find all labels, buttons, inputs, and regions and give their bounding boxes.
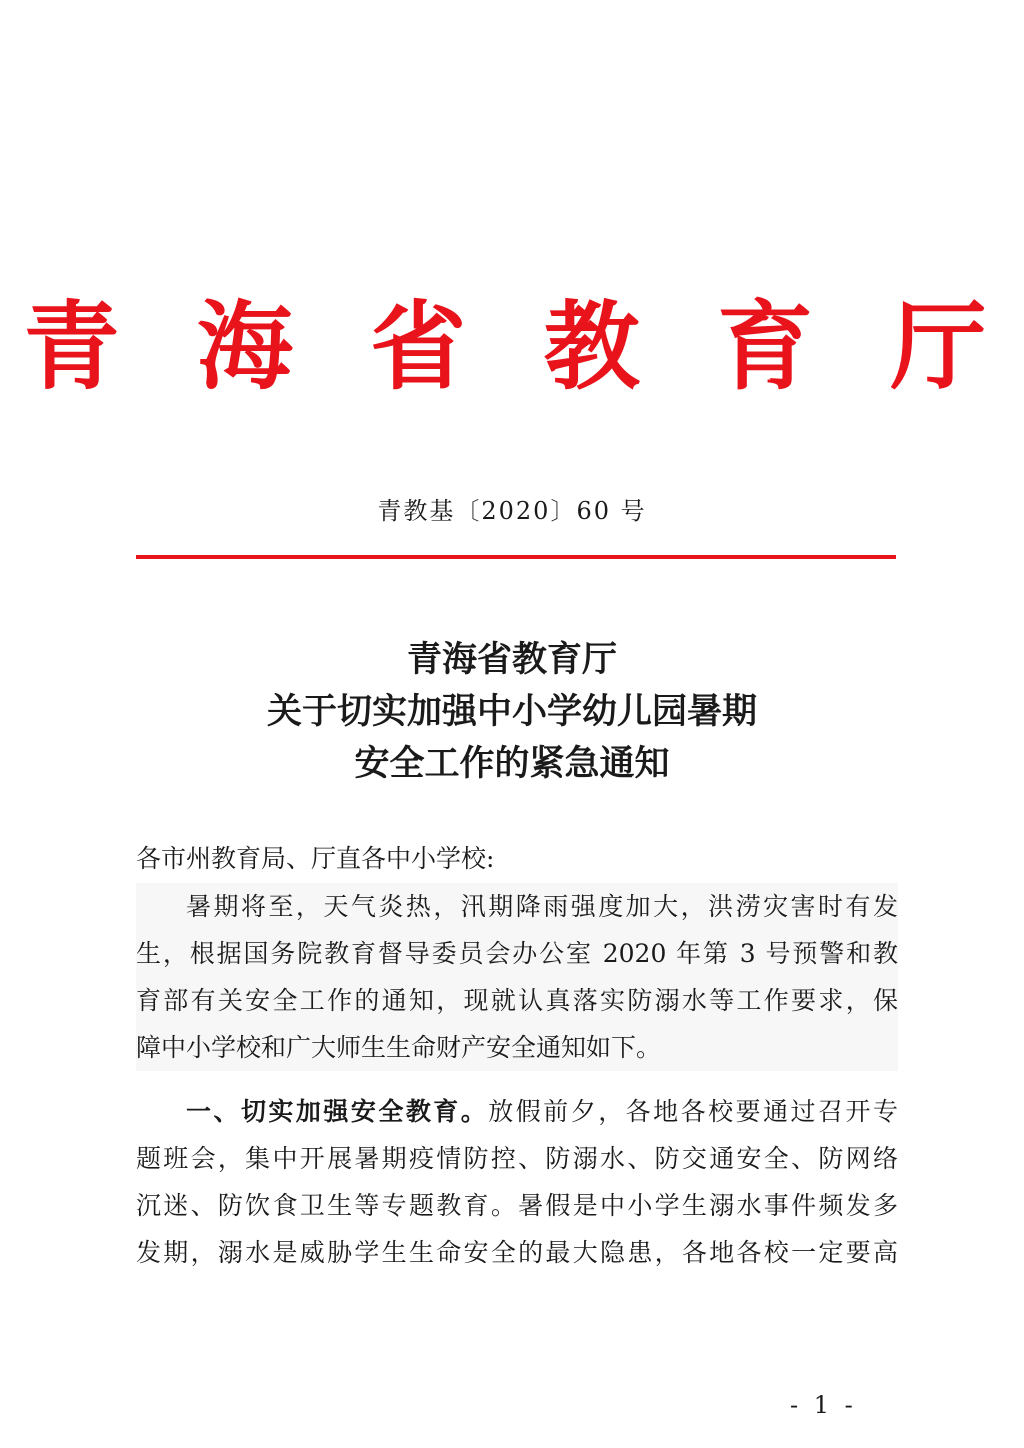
page-number: - 1 - [790,1391,857,1419]
paragraph-line: 生，根据国务院教育督导委员会办公室 2020 年第 3 号预警和教 [136,939,898,968]
salutation: 各市州教育局、厅直各中小学校: [136,844,495,873]
paragraph-line: 育部有关安全工作的通知，现就认真落实防溺水等工作要求，保 [136,986,898,1015]
title-line-3: 安全工作的紧急通知 [354,744,670,784]
paragraph-intro [136,883,898,1071]
document-number: 青教基〔2020〕60 号 [377,497,647,525]
red-divider-line [136,555,896,559]
title-line-2: 关于切实加强中小学幼儿园暑期 [266,692,757,732]
paragraph-line [136,1088,898,1135]
document-title [0,634,1024,790]
masthead-title: 青 海 省 教 育 厅 [23,290,1009,403]
paragraph-line: 题班会，集中开展暑期疫情防控、防溺水、防交通安全、防网络 [136,1144,898,1173]
paragraph-line: 暑期将至，天气炎热，汛期降雨强度加大，洪涝灾害时有发 [186,892,898,921]
section-text: 放假前夕，各地各校要通过召开专 [488,1097,898,1126]
section-heading: 一、切实加强安全教育。 [186,1097,489,1126]
paragraph-section-1 [136,1088,898,1276]
paragraph-line: 障中小学校和广大师生生命财产安全通知如下。 [136,1033,662,1062]
paragraph-line: 沉迷、防饮食卫生等专题教育。暑假是中小学生溺水事件频发多 [136,1191,898,1220]
paragraph-line: 发期，溺水是威胁学生生命安全的最大隐患，各地各校一定要高 [136,1238,898,1267]
title-line-1: 青海省教育厅 [406,640,617,680]
